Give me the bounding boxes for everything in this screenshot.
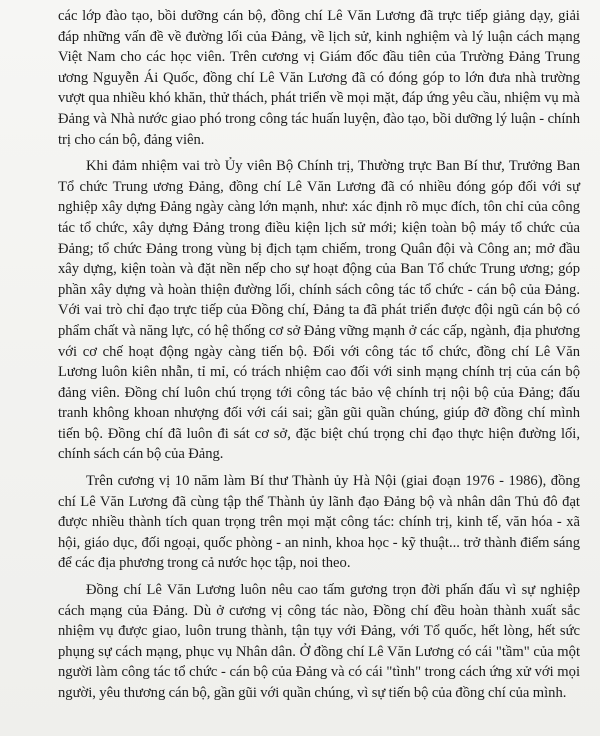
paragraph-2: Khi đảm nhiệm vai trò Ủy viên Bộ Chính trị, Thường trực Ban Bí thư, Trưởng Ban Tổ chức Trung ương Đảng, đồng chí Lê Văn Lương đã có nhiều đóng góp đối với sự nghiệp xây dựng Đảng ngày càng lớn mạnh, như: xác định rõ mục đích, tôn chỉ của công tác tổ chức, xây dựng Đảng trong điều kiện lịch sử mới; kiện toàn bộ máy tổ chức của Đảng; tổ chức Đảng trong vùng bị địch tạm chiếm, trong Quân đội và Công an; mở đầu xây dựng, kiện toàn và đặt nền nếp cho sự hoạt động của Ban Tổ chức Trung ương; góp phần xây dựng và hoàn thiện đường lối, chính sách công tác tổ chức - cán bộ của Đảng. Với vai trò chỉ đạo trực tiếp của Đồng chí, Đảng ta đã phát triển được đội ngũ cán bộ có phẩm chất và năng lực, có hệ thống cơ sở Đảng vững mạnh ở các cấp, ngành, địa phương với cơ chế hoạt động ngày càng tiến bộ. Đối với công tác tổ chức, đồng chí Lê Văn Lương luôn kiên nhẫn, tỉ mỉ, có trách nhiệm cao đối với sinh mạng chính trị của cán bộ đảng viên. Đồng chí luôn chú trọng tới công tác bảo vệ chính trị nội bộ của Đảng; đấu tranh không khoan nhượng đối với cái sai; gần gũi quần chúng, giúp đỡ đồng chí mình tiến bộ. Đồng chí đã luôn đi sát cơ sở, đặc biệt chú trọng chỉ đạo thực hiện đường lối, chính sách cán bộ của Đảng.	[58, 158, 580, 463]
paragraph-3: Trên cương vị 10 năm làm Bí thư Thành ủy Hà Nội (giai đoạn 1976 - 1986), đồng chí Lê Văn Lương đã cùng tập thể Thành ủy lãnh đạo Đảng bộ và nhân dân Thủ đô đạt được nhiều thành tích quan trọng trên mọi mặt công tác: chính trị, kinh tế, văn hóa - xã hội, giáo dục, đối ngoại, quốc phòng - an ninh, khoa học - kỹ thuật... trở thành điểm sáng để các địa phương trong cả nước học tập, noi theo.	[58, 473, 580, 572]
paragraph-1: các lớp đào tạo, bồi dưỡng cán bộ, đồng chí Lê Văn Lương đã trực tiếp giảng dạy, giải đáp những vấn đề về đường lối của Đảng, về lịch sử, kinh nghiệm và lý luận cách mạng Việt Nam cho các học viên. Trên cương vị Giám đốc đầu tiên của Trường Đảng Trung ương Nguyễn Ái Quốc, đồng chí Lê Văn Lương đã có đóng góp to lớn đưa nhà trường vượt qua nhiều khó khăn, thử thách, phát triển về mọi mặt, đáp ứng yêu cầu, nhiệm vụ mà Đảng và Nhà nước giao phó trong công tác huấn luyện, đào tạo, bồi dưỡng lý luận - chính trị cho cán bộ, đảng viên.	[58, 8, 580, 148]
paragraph-4: Đồng chí Lê Văn Lương luôn nêu cao tấm gương trọn đời phấn đấu vì sự nghiệp cách mạng của Đảng. Dù ở cương vị công tác nào, Đồng chí đều hoàn thành xuất sắc nhiệm vụ được giao, luôn trung thành, tận tụy với Đảng, với Tổ quốc, hết lòng, hết sức phụng sự cách mạng, phục vụ Nhân dân. Ở đồng chí Lê Văn Lương có cái "tầm" của một người làm công tác tổ chức - cán bộ của Đảng và có cái "tình" trong cách ứng xử với mọi người, yêu thương cán bộ, gần gũi với quần chúng, vì sự tiến bộ của đồng chí của mình.	[58, 582, 580, 701]
